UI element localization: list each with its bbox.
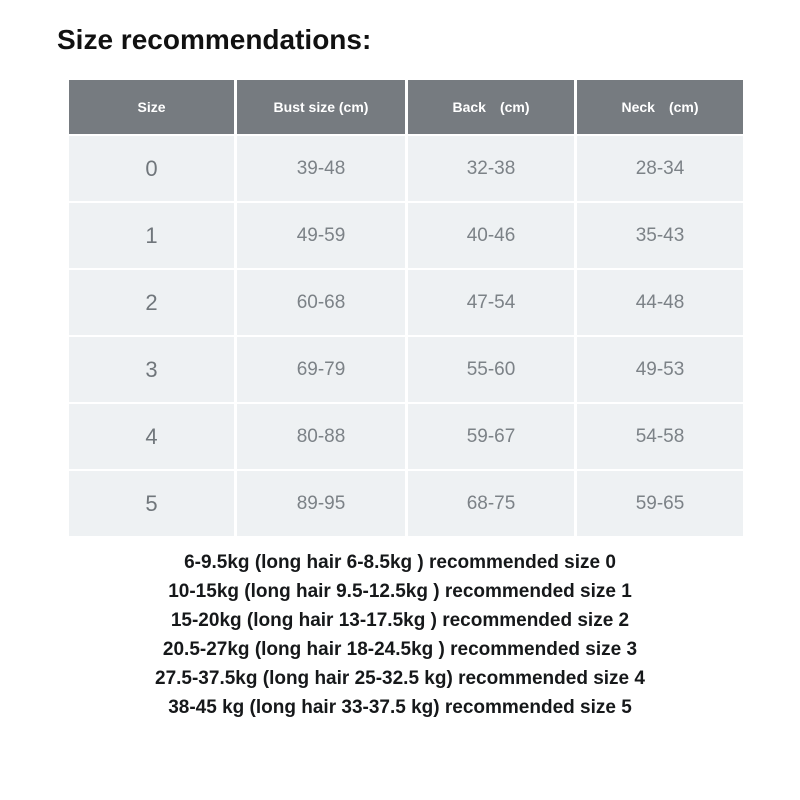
cell-back: 47-54 (408, 270, 574, 335)
page-title: Size recommendations: (57, 24, 372, 55)
note-line: 6-9.5kg (long hair 6-8.5kg ) recommended size 0 (184, 552, 616, 573)
note-line: 15-20kg (long hair 13-17.5kg ) recommended size 2 (170, 610, 630, 631)
cell-back: 40-46 (408, 203, 574, 268)
cell-size: 3 (69, 337, 234, 402)
table-row (69, 471, 743, 536)
cell-neck: 59-65 (577, 471, 743, 536)
cell-bust: 39-48 (237, 136, 405, 201)
cell-size: 1 (69, 203, 234, 268)
cell-size: 5 (69, 471, 234, 536)
cell-neck: 28-34 (577, 136, 743, 201)
cell-back: 32-38 (408, 136, 574, 201)
table-row (69, 404, 743, 469)
table-row (69, 203, 743, 268)
size-table-container (66, 78, 735, 538)
cell-bust: 60-68 (237, 270, 405, 335)
table-row (69, 136, 743, 201)
cell-bust: 49-59 (237, 203, 405, 268)
column-header-bust: Bust size (cm) (237, 80, 405, 134)
cell-neck: 54-58 (577, 404, 743, 469)
column-header-size: Size (69, 80, 234, 134)
cell-neck: 35-43 (577, 203, 743, 268)
table-row (69, 270, 743, 335)
table-row (69, 337, 743, 402)
cell-back: 55-60 (408, 337, 574, 402)
note-line: 10-15kg (long hair 9.5-12.5kg ) recommended size 1 (168, 581, 632, 602)
note-line: 38-45 kg (long hair 33-37.5 kg) recommended size 5 (168, 697, 632, 718)
cell-size: 0 (69, 136, 234, 201)
cell-bust: 89-95 (237, 471, 405, 536)
size-table (66, 78, 746, 538)
cell-size: 4 (69, 404, 234, 469)
cell-back: 68-75 (408, 471, 574, 536)
cell-bust: 80-88 (237, 404, 405, 469)
column-header-back: Back (cm) (408, 80, 574, 134)
cell-size: 2 (69, 270, 234, 335)
column-header-neck: Neck (cm) (577, 80, 743, 134)
cell-neck: 49-53 (577, 337, 743, 402)
note-line: 27.5-37.5kg (long hair 25-32.5 kg) recommended size 4 (155, 668, 645, 689)
cell-back: 59-67 (408, 404, 574, 469)
cell-neck: 44-48 (577, 270, 743, 335)
table-header-row (69, 80, 743, 134)
weight-recommendation-notes (0, 548, 800, 722)
note-line: 20.5-27kg (long hair 18-24.5kg ) recommended size 3 (162, 639, 638, 660)
cell-bust: 69-79 (237, 337, 405, 402)
